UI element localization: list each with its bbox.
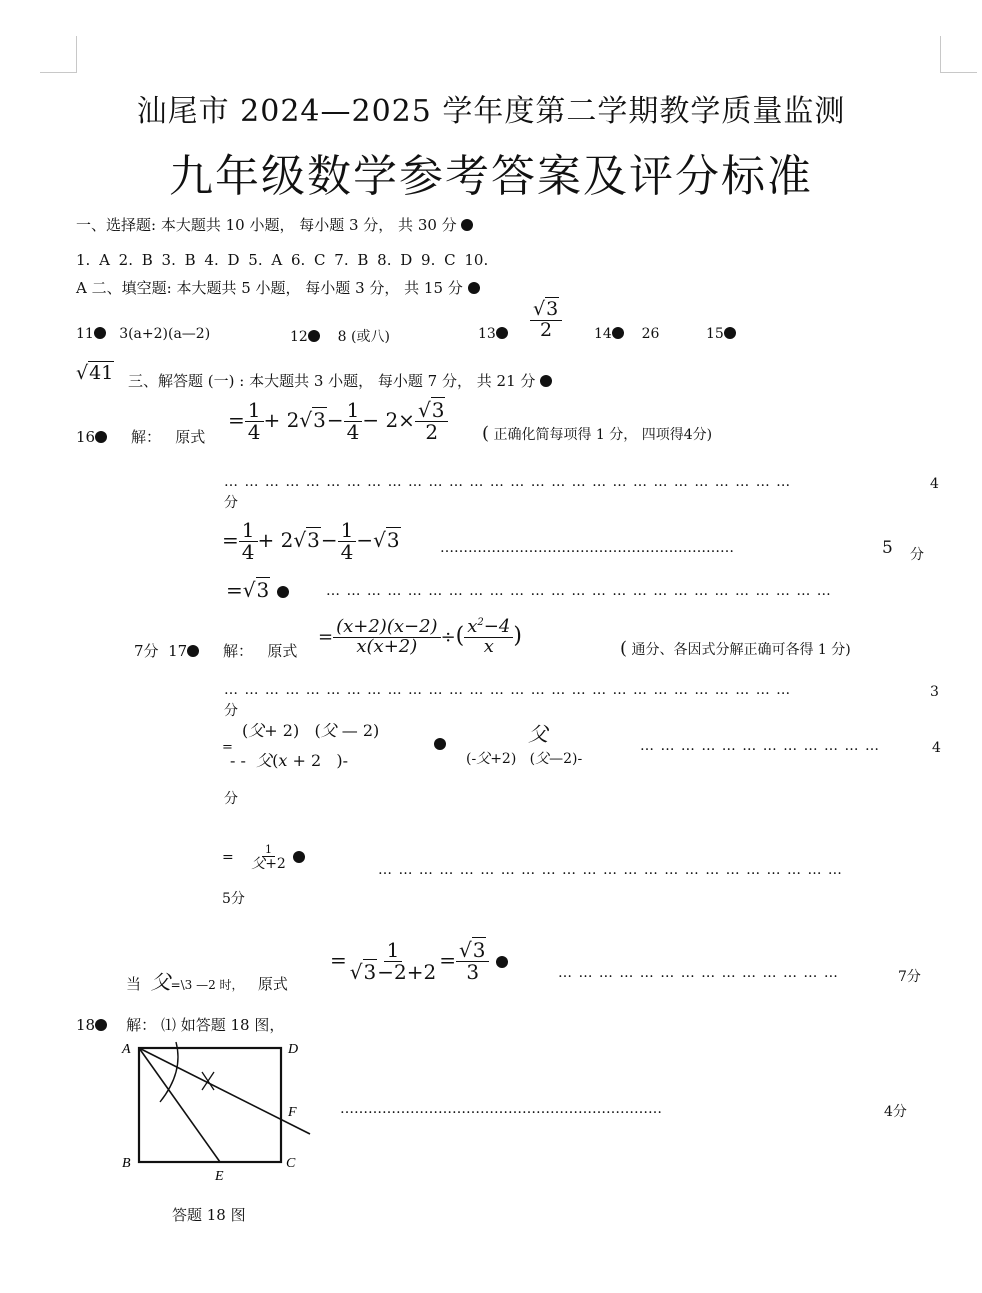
answer-q11: 11 3(a+2)(a—2) (76, 326, 211, 342)
angle-bisector-af (139, 1048, 310, 1134)
q16-score-dots-2: ……………………………………………………… (440, 540, 734, 556)
q16-step-3: =√3 (226, 578, 289, 602)
bullet-icon (95, 1019, 107, 1031)
q16-note: ( 正确化简每项得 1 分， 四项得4分) (482, 423, 713, 444)
q16-expression: = $\frac{1}{4}$ + 2√3− $\frac{1}{4}$ − 2× $\frac{√3}{2}$ (228, 400, 448, 443)
figure-caption: 答题 18 图 (172, 1206, 246, 1224)
q16-score-4-unit: 分 (224, 495, 238, 511)
answer-q15-label: 15 (706, 326, 736, 342)
q17-step-3: = $\frac{1}{\text{父+2}}$ (222, 844, 305, 871)
q17-score-7: 7分 (898, 969, 921, 985)
document-subtitle: 九年级数学参考答案及评分标准 (169, 151, 813, 202)
bullet-icon (461, 219, 473, 231)
q17-score-3: 3 (930, 684, 939, 700)
answer-q12: 12 8 (或八) (290, 329, 390, 345)
q17-score-dots-2: … … … … … … … … … … … … (640, 738, 880, 754)
point-f-label: F (288, 1105, 297, 1120)
document-title: 汕尾市 2024—2025 学年度第二学期教学质量监测 (136, 94, 846, 129)
bullet-icon (496, 956, 508, 968)
bullet-icon (277, 586, 289, 598)
answer-q14: 14 26 (594, 326, 660, 342)
q17-when: 当 父=\3 —2 时， 原式 (126, 970, 288, 994)
point-b-label: B (122, 1156, 131, 1171)
q17-note: ( 通分、各因式分解正确可各得 1 分) (620, 638, 851, 659)
q17-score-3-unit: 分 (224, 703, 238, 719)
answer-figure-18 (118, 1036, 328, 1186)
q16-score-5-unit: 分 (910, 547, 924, 563)
bullet-icon (612, 327, 624, 339)
point-e-label: E (215, 1169, 224, 1184)
q18-label: 18 解： ⑴ 如答题 18 图， (76, 1016, 285, 1034)
q16-step-2: = $\frac{1}{4}$ + 2√3− $\frac{1}{4}$ −√3 (222, 518, 400, 564)
q17-score-4: 4 (932, 740, 941, 756)
construction-arc (160, 1042, 178, 1102)
q16-score-5: 5 (882, 538, 893, 558)
q17-score-dots-4: … … … … … … … … … … … … … … (558, 965, 839, 981)
answer-q15: √41 (76, 362, 114, 384)
section-3-heading: 三、解答题 (一) : 本大题共 3 小题， 每小题 7 分， 共 21 分 (128, 370, 552, 391)
point-c-label: C (286, 1156, 296, 1171)
bullet-icon (308, 330, 320, 342)
q16-score-dots-1: … … … … … … … … … … … … … … … … … … … … … … … … … … … … (224, 474, 792, 490)
q17-score-dots-3: … … … … … … … … … … … … … … … … … … … … … … … (378, 862, 843, 878)
bullet-icon (293, 851, 305, 863)
q17-score-5: 5分 (222, 891, 245, 907)
crop-mark-top-right (940, 36, 977, 73)
bullet-icon (496, 327, 508, 339)
bullet-icon (94, 327, 106, 339)
q18-score: 4分 (884, 1104, 907, 1120)
answer-q13-label: 13 (478, 326, 508, 342)
bullet-icon (95, 431, 107, 443)
bullet-icon (724, 327, 736, 339)
q17-score-4-unit: 分 (224, 791, 238, 807)
point-a-label: A (122, 1042, 131, 1057)
q17-expression: = $\frac{(x+2)(x-2)}{x(x+2)}$ ÷( $\frac{x^2-4}{x}$ ) (318, 616, 522, 657)
q16-score-4: 4 (930, 476, 939, 492)
bullet-icon (540, 375, 552, 387)
point-d-label: D (288, 1042, 299, 1057)
bullet-icon (434, 738, 446, 750)
q17-final-expression: = $\frac{1}{√3-2+2}$ = $\frac{√3}{3}$ (330, 940, 508, 983)
q16-label: 16 解： 原式 (76, 428, 206, 446)
rectangle-abcd (139, 1048, 281, 1162)
section-2-heading: A 二、填空题: 本大题共 5 小题， 每小题 3 分， 共 15 分 (76, 277, 480, 298)
q17-score-dots-1: … … … … … … … … … … … … … … … … … … … … … … … … … … … … (224, 682, 792, 698)
q17-label: 7分 17 解： 原式 (134, 642, 298, 660)
answer-q13: $\frac{√3}{2}$ (530, 300, 562, 341)
segment-ae (139, 1048, 220, 1162)
section-1-heading: 一、选择题: 本大题共 10 小题， 每小题 3 分， 共 30 分 (76, 214, 473, 235)
crop-mark-top-left (40, 36, 77, 73)
choice-answers: 1. A 2. B 3. B 4. D 5. A 6. C 7. B 8. D 9. C 10. (76, 251, 489, 269)
q18-score-dots: …………………………………………………………… (340, 1101, 662, 1117)
q16-score-dots-3: … … … … … … … … … … … … … … … … … … … … … … … … … (326, 583, 832, 599)
bullet-icon (187, 645, 199, 657)
bullet-icon (468, 282, 480, 294)
